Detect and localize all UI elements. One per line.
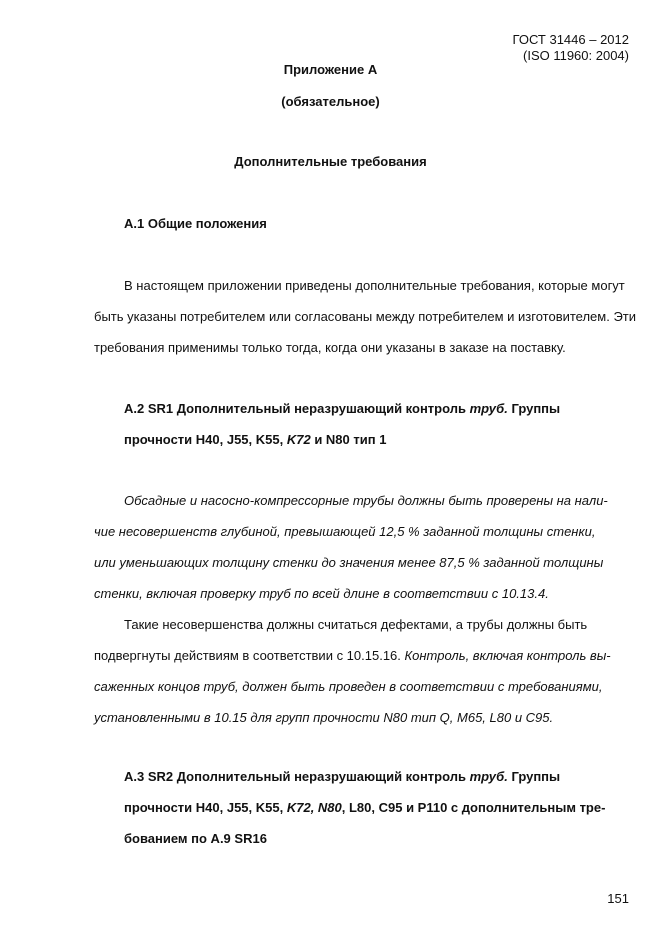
standard-number: ГОСТ 31446 – 2012 [512, 32, 629, 47]
section-a1-heading: А.1 Общие положения [124, 216, 267, 231]
section-a2-heading-line2: прочности Н40, J55, K55, K72 и N80 тип 1 [124, 432, 387, 447]
section-a2-italic-line: или уменьшающих толщину стенки до значения менее 87,5 % заданной толщины [94, 555, 604, 570]
iso-reference: (ISO 11960: 2004) [523, 48, 629, 63]
section-a1-line: В настоящем приложении приведены дополнительные требования, которые могут [124, 278, 625, 293]
appendix-status: (обязательное) [281, 94, 380, 109]
section-a2-italic-line: Обсадные и насосно-компрессорные трубы должны быть проверены на нали- [124, 493, 608, 508]
section-a2-text-line: Такие несовершенства должны считаться дефектами, а трубы должны быть [124, 617, 588, 632]
section-a2-heading-line1: А.2 SR1 Дополнительный неразрушающий контроль труб. Группы [124, 401, 561, 416]
section-a3-heading-line1: А.3 SR2 Дополнительный неразрушающий контроль труб. Группы [124, 769, 561, 784]
section-a1-line: быть указаны потребителем или согласованы между потребителем и изготовителем. Эти [94, 309, 637, 324]
appendix-heading: Дополнительные требования [234, 154, 427, 169]
section-a2-italic-line: стенки, включая проверку труб по всей длине в соответствии с 10.13.4. [94, 586, 549, 601]
section-a3-heading-line3: бованием по А.9 SR16 [124, 831, 267, 846]
section-a2-text-line: установленными в 10.15 для групп прочности N80 тип Q, М65, L80 и С95. [94, 710, 554, 725]
section-a2-text-line: саженных концов труб, должен быть проведен в соответствии с требованиями, [94, 679, 603, 694]
page-header [513, 32, 629, 64]
appendix-title: Приложение А [283, 62, 378, 77]
section-a2-text-line: подвергнуты действиям в соответствии с 10.15.16. Контроль, включая контроль вы- [94, 648, 611, 663]
section-a1-line: требования применимы только тогда, когда они указаны в заказе на поставку. [94, 340, 566, 355]
section-a3-heading-line2: прочности Н40, J55, K55, K72, N80, L80, С95 и Р110 с дополнительным тре- [124, 800, 606, 815]
page-number: 151 [607, 891, 629, 906]
section-a2-italic-line: чие несовершенств глубиной, превышающей 12,5 % заданной толщины стенки, [94, 524, 596, 539]
